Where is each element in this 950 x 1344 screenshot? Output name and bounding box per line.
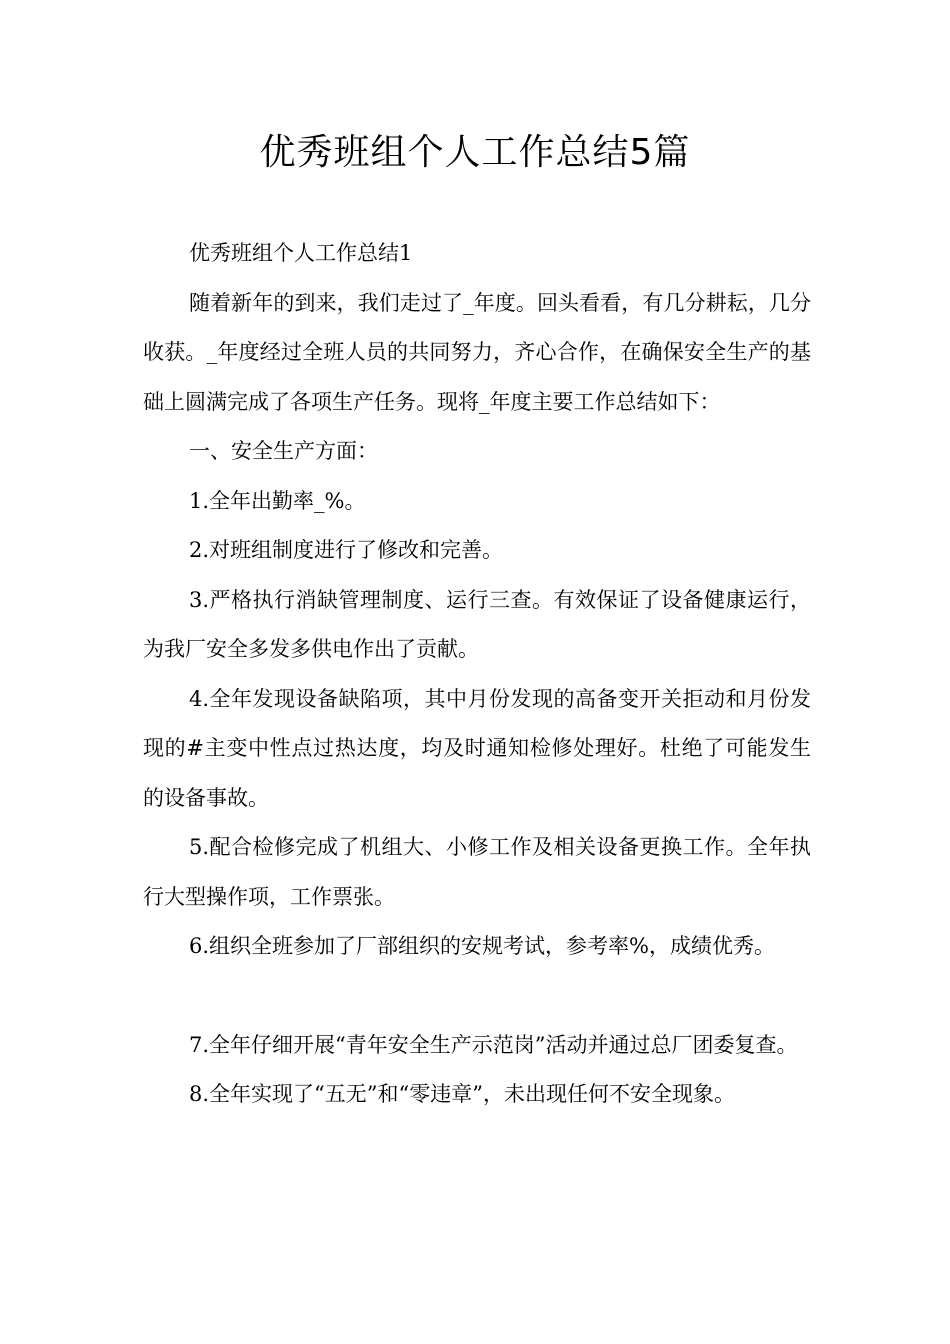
document-title: 优秀班组个人工作总结5篇 bbox=[259, 132, 691, 173]
list-item: 4.全年发现设备缺陷项，其中月份发现的高备变开关拒动和月份发现的#主变中性点过热达度，均及时通知检修处理好。杜绝了可能发生的设备事故。 bbox=[143, 686, 811, 810]
list-item: 1.全年出勤率_%。 bbox=[189, 488, 366, 513]
list-item: 2.对班组制度进行了修改和完善。 bbox=[189, 538, 504, 562]
paragraph-intro: 随着新年的到来，我们走过了_年度。回头看看，有几分耕耘，几分收获。_年度经过全班人员的共同努力，齐心合作，在确保安全生产的基础上圆满完成了各项生产任务。现将_年度主要工作总结如下： bbox=[143, 290, 811, 414]
list-item: 7.全年仔细开展“青年安全生产示范岗”活动并通过总厂团委复查。 bbox=[189, 1032, 798, 1057]
list-item: 5.配合检修完成了机组大、小修工作及相关设备更换工作。全年执行大型操作项，工作票张。 bbox=[143, 835, 811, 909]
document-body bbox=[143, 229, 811, 1120]
list-item: 3.严格执行消缺管理制度、运行三查。有效保证了设备健康运行，为我厂安全多发多供电作出了贡献。 bbox=[143, 587, 811, 661]
section-heading: 优秀班组个人工作总结1 bbox=[189, 241, 413, 265]
subsection-heading: 一、安全生产方面： bbox=[189, 439, 378, 463]
list-item: 8.全年实现了“五无”和“零违章”，未出现任何不安全现象。 bbox=[189, 1082, 735, 1106]
list-item: 6.组织全班参加了厂部组织的安规考试，参考率%，成绩优秀。 bbox=[189, 934, 775, 958]
